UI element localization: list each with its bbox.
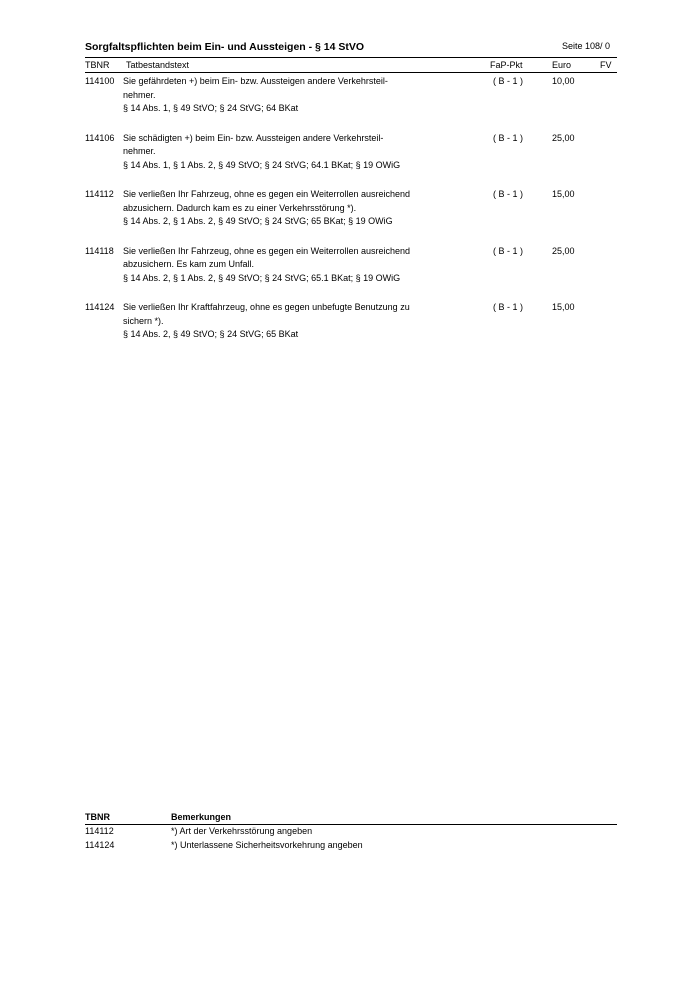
column-header-tbnr: TBNR: [85, 60, 110, 70]
entry-points: ( B - 1 ): [493, 76, 524, 86]
entry-text: [123, 245, 443, 286]
table-row: [85, 132, 617, 173]
entry-text-line: Sie verließen Ihr Fahrzeug, ohne es gegen ein Weiterrollen ausreichend: [123, 245, 411, 256]
remark-text: *) Art der Verkehrsstörung angeben: [171, 826, 313, 836]
remarks-section: [85, 812, 617, 853]
table-row: [85, 75, 617, 116]
entry-tbnr: 114100: [85, 76, 115, 86]
entry-text-line: § 14 Abs. 2, § 1 Abs. 2, § 49 StVO; § 24 StVG; 65.1 BKat; § 19 OWiG: [123, 272, 401, 283]
entry-text-line: § 14 Abs. 2, § 49 StVO; § 24 StVG; 65 BKat: [123, 329, 299, 339]
entry-text-line: § 14 Abs. 1, § 49 StVO; § 24 StVG; 64 BKat: [123, 103, 299, 113]
entry-text: [123, 75, 443, 116]
remarks-column-tbnr: TBNR: [85, 812, 110, 822]
entry-text-line: Sie verließen Ihr Fahrzeug, ohne es gegen ein Weiterrollen ausreichend: [123, 189, 411, 199]
column-header-euro: Euro: [552, 60, 572, 70]
table-row: [85, 301, 617, 342]
remarks-header: [85, 812, 617, 825]
remark-text: *) Unterlassene Sicherheitsvorkehrung angeben: [171, 840, 363, 850]
entry-euro: 15,00: [552, 189, 575, 199]
remark-tbnr: 114124: [85, 840, 115, 850]
entry-points: ( B - 1 ): [493, 245, 524, 256]
entry-tbnr: 114124: [85, 302, 115, 312]
entry-points: ( B - 1 ): [493, 302, 524, 312]
entry-text-line: abzusichern. Dadurch kam es zu einer Verkehrsstörung *).: [123, 202, 357, 213]
remark-tbnr: 114112: [85, 826, 114, 836]
entry-text-line: § 14 Abs. 1, § 1 Abs. 2, § 49 StVO; § 24 StVG; 64.1 BKat; § 19 OWiG: [123, 159, 401, 170]
entry-euro: 15,00: [552, 302, 575, 312]
column-header-pkt: FaP-Pkt: [490, 60, 523, 70]
table-row: [85, 245, 617, 286]
entry-text-line: Sie schädigten +) beim Ein- bzw. Aussteigen andere Verkehrsteil-: [123, 132, 384, 143]
remarks-row: [85, 825, 617, 839]
entry-text: [123, 132, 443, 173]
entry-text-line: Sie verließen Ihr Kraftfahrzeug, ohne es gegen unbefugte Benutzung zu: [123, 302, 410, 312]
table-row: [85, 188, 617, 229]
entry-euro: 25,00: [552, 132, 575, 143]
remarks-column-text: Bemerkungen: [171, 812, 232, 822]
entry-euro: 25,00: [552, 245, 575, 256]
column-header-text: Tatbestandstext: [126, 60, 190, 70]
entry-text: [123, 301, 443, 342]
entry-text-line: nehmer.: [123, 146, 156, 156]
entry-tbnr: 114106: [85, 132, 115, 143]
entry-points: ( B - 1 ): [493, 132, 524, 143]
entry-text-line: nehmer.: [123, 89, 156, 100]
entry-text: [123, 188, 443, 229]
entry-tbnr: 114112: [85, 189, 114, 199]
entry-text-line: abzusichern. Es kam zum Unfall.: [123, 259, 255, 269]
column-header-fv: FV: [600, 60, 612, 70]
entry-tbnr: 114118: [85, 245, 114, 256]
page-number: Seite 108/ 0: [561, 41, 610, 51]
entry-points: ( B - 1 ): [493, 189, 524, 199]
entry-euro: 10,00: [552, 76, 575, 86]
remarks-row: [85, 839, 617, 853]
page-title: Sorgfaltspflichten beim Ein- und Aussteigen - § 14 StVO: [85, 41, 365, 53]
entry-text-line: § 14 Abs. 2, § 1 Abs. 2, § 49 StVO; § 24 StVG; 65 BKat; § 19 OWiG: [123, 216, 393, 226]
entry-text-line: sichern *).: [123, 315, 164, 326]
entry-text-line: Sie gefährdeten +) beim Ein- bzw. Aussteigen andere Verkehrsteil-: [123, 76, 388, 86]
table-header: [85, 57, 617, 73]
entries-list: [85, 75, 617, 358]
